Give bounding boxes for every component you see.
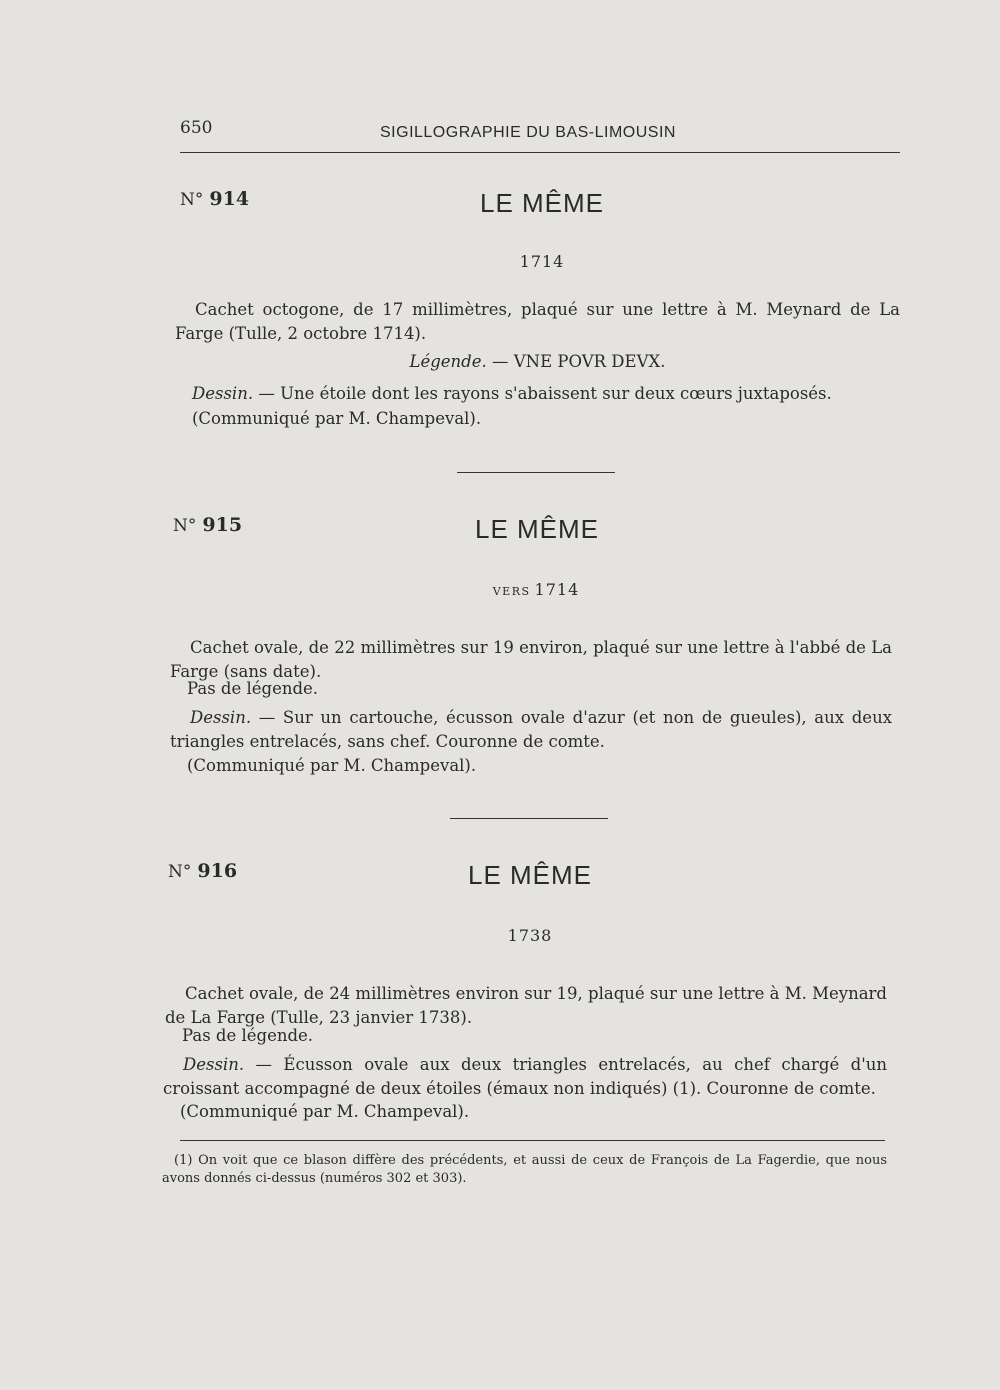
drawing-label: Dessin. — [192, 384, 254, 403]
section-separator — [450, 818, 608, 819]
entry-description — [165, 982, 887, 1030]
legend-text: — VNE POVR DEVX. — [486, 352, 666, 371]
drawing-label: Dessin. — [190, 708, 252, 727]
description-text: Cachet ovale, de 22 millimètres sur 19 environ, plaqué sur une lettre à l'abbé de La Farge (sans date). — [170, 638, 892, 681]
entry-title: LE MÊME — [474, 514, 600, 544]
entry-number-value: 916 — [197, 860, 238, 882]
entry-title: LE MÊME — [479, 188, 605, 218]
description-text: Cachet ovale, de 24 millimètres environ sur 19, plaqué sur une lettre à M. Meynard de La Farge (Tulle, 23 janvier 1738). — [165, 984, 887, 1027]
entry-number-value: 914 — [209, 188, 250, 210]
date-prefix: VERS — [492, 585, 531, 598]
head-rule — [180, 152, 900, 153]
number-label: N° — [180, 190, 204, 210]
date-value: 1738 — [507, 926, 553, 945]
entry-legend: Pas de légende. — [187, 679, 319, 698]
footnote-text: (1) On voit que ce blason diffère des précédents, et aussi de ceux de François de La Fagerdie, que nous avons donnés ci-dessus (numéros 302 et 303). — [162, 1153, 887, 1186]
drawing-label: Dessin. — [183, 1055, 245, 1074]
entry-date — [436, 580, 636, 599]
running-title: SIGILLOGRAPHIE DU BAS-LIMOUSIN — [380, 124, 676, 141]
entry-date — [428, 926, 628, 945]
entry-legend: Pas de légende. — [182, 1026, 314, 1045]
page-number: 650 — [180, 118, 213, 138]
section-separator — [457, 472, 615, 473]
number-label: N° — [168, 862, 192, 882]
number-label: N° — [173, 516, 197, 536]
drawing-text: — Une étoile dont les rayons s'abaissent sur deux cœurs juxtaposés. — [253, 384, 832, 403]
date-value: 1714 — [519, 252, 565, 271]
entry-drawing — [170, 706, 892, 754]
running-head — [180, 118, 900, 152]
footnote-rule — [180, 1140, 885, 1141]
drawing-text: — Sur un cartouche, écusson ovale d'azur (et non de gueules), aux deux triangles entrelacés, sans chef. Couronne de comte. — [170, 708, 892, 751]
description-text: Cachet octogone, de 17 millimètres, plaqué sur une lettre à M. Meynard de La Farge (Tulle, 2 octobre 1714). — [175, 300, 900, 343]
entry-number — [168, 860, 237, 882]
date-value: 1714 — [534, 580, 580, 599]
entry-credit: (Communiqué par M. Champeval). — [187, 756, 477, 775]
entry-drawing — [192, 382, 897, 406]
entry-legend — [175, 350, 900, 374]
entry-description — [175, 298, 900, 346]
entry-number — [173, 514, 242, 536]
entry-number — [180, 188, 249, 210]
entry-drawing — [163, 1053, 887, 1101]
entry-credit: (Communiqué par M. Champeval). — [192, 409, 482, 428]
legend-label: Légende. — [409, 352, 487, 371]
entry-credit: (Communiqué par M. Champeval). — [180, 1102, 470, 1121]
drawing-text: — Écusson ovale aux deux triangles entrelacés, au chef chargé d'un croissant accompagné de deux étoiles (émaux non indiqués) (1). Couronne de comte. — [163, 1055, 887, 1098]
entry-date — [440, 252, 640, 271]
footnote — [162, 1152, 887, 1188]
entry-title: LE MÊME — [467, 860, 593, 890]
entry-number-value: 915 — [202, 514, 243, 536]
